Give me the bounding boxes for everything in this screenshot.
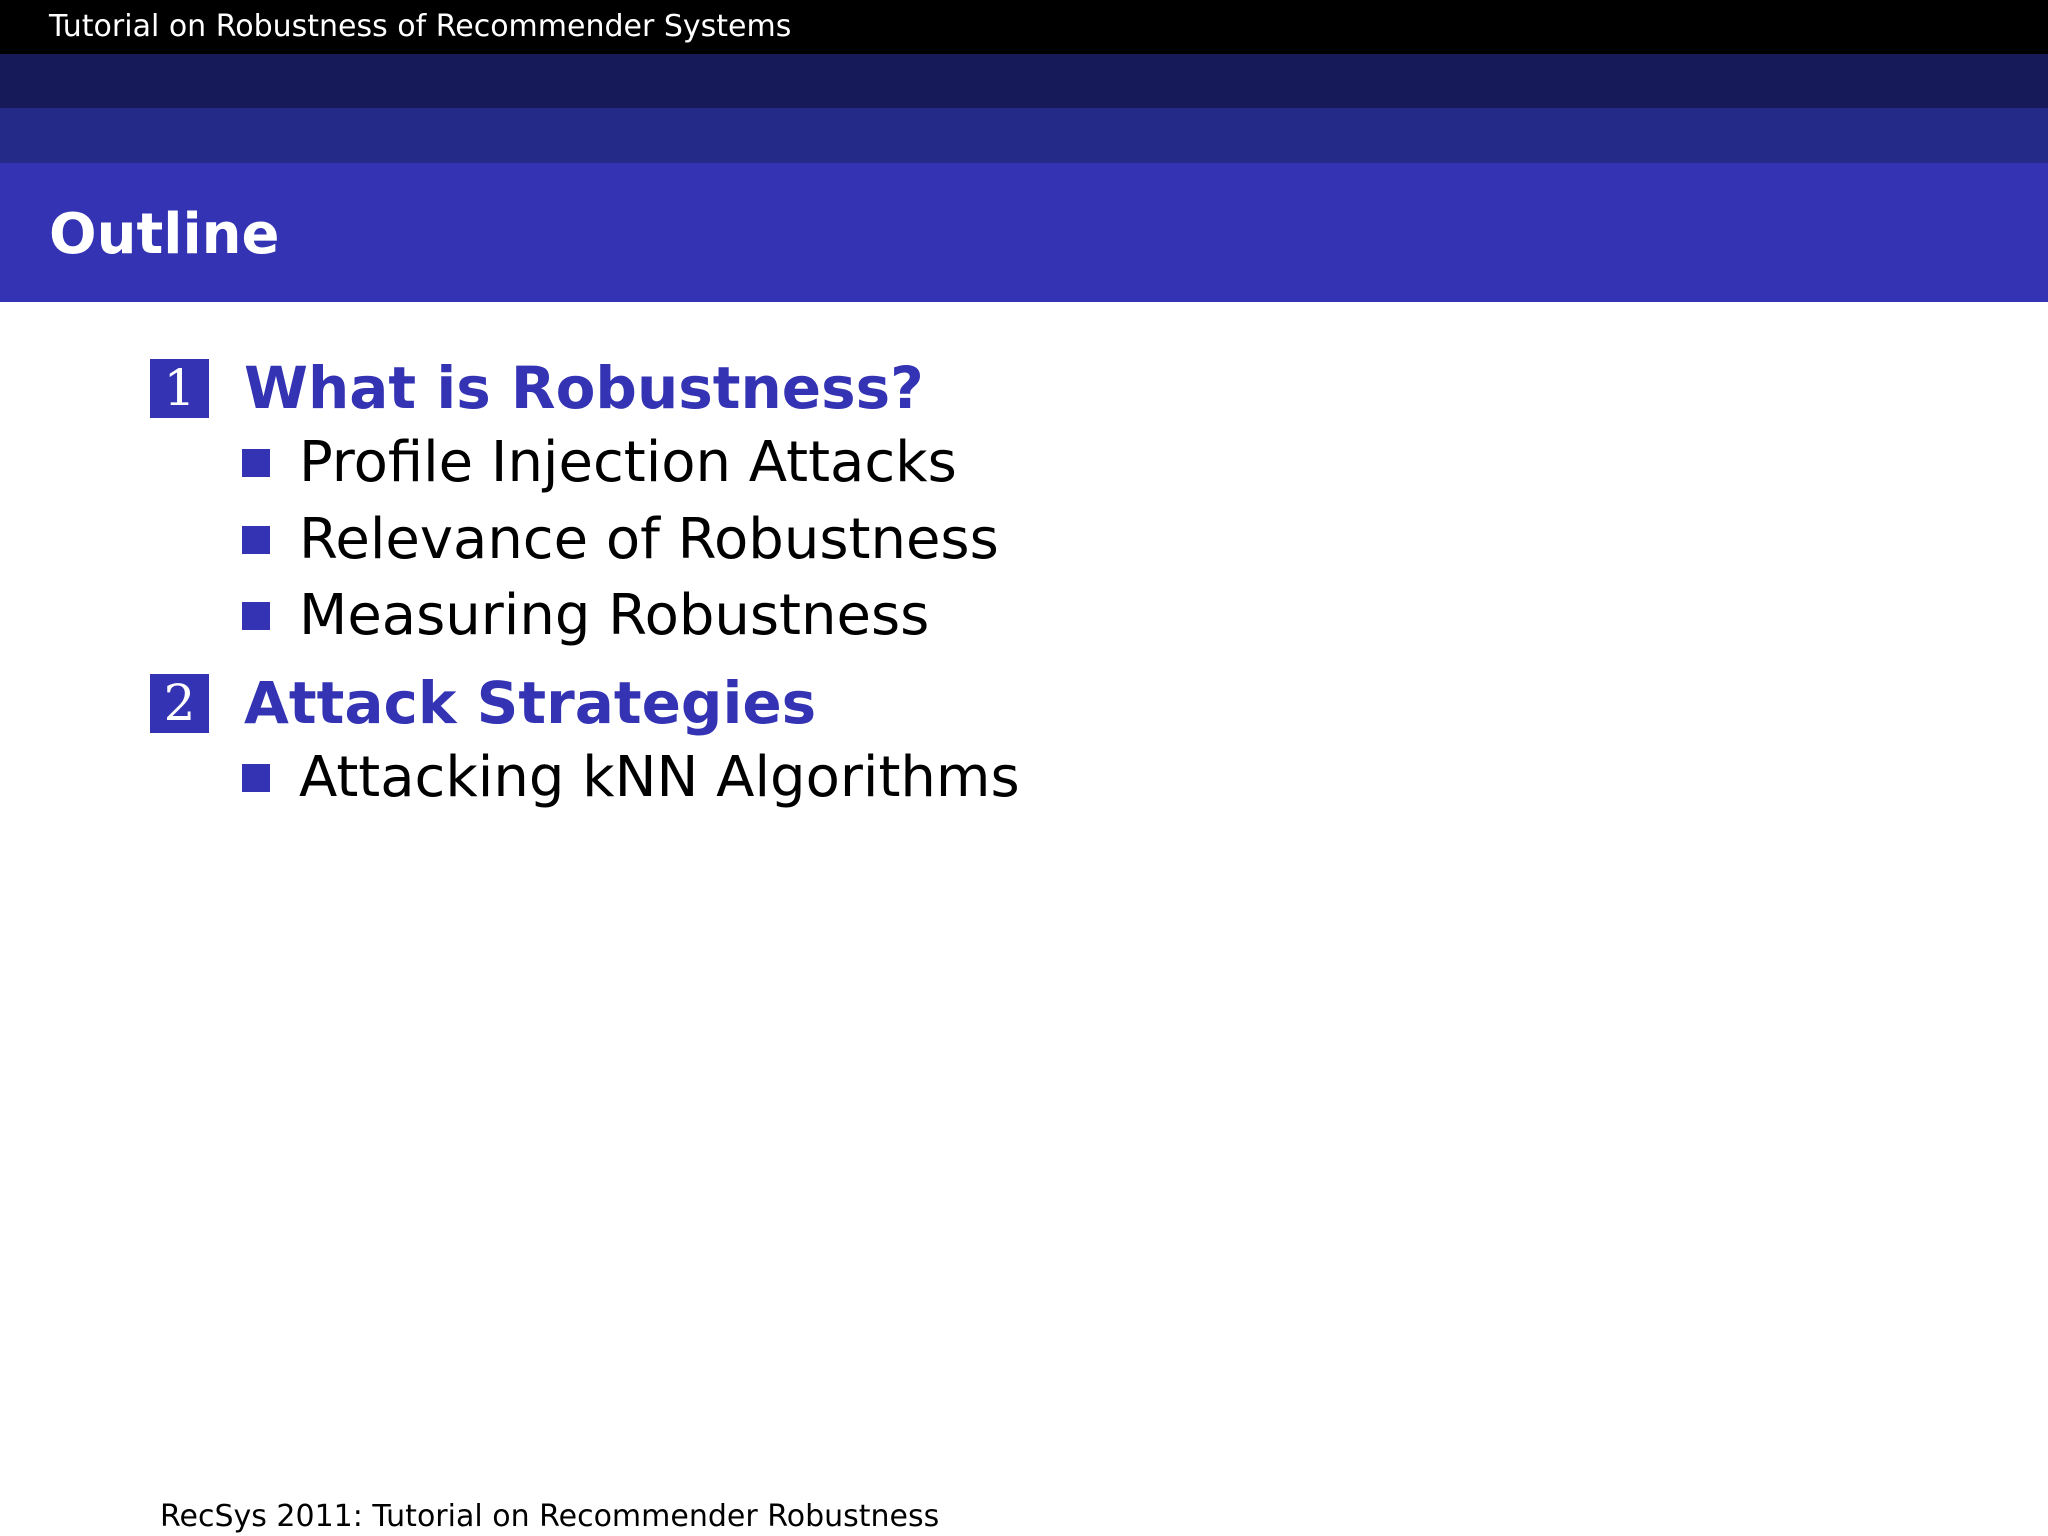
- section-number-badge: 1: [150, 359, 209, 418]
- square-bullet-icon: [242, 764, 270, 792]
- subsection-title: Measuring Robustness: [299, 583, 930, 648]
- outline-subsection[interactable]: [242, 745, 1020, 811]
- square-bullet-icon: [242, 526, 270, 554]
- presentation-title: Tutorial on Robustness of Recommender Systems: [49, 9, 792, 44]
- subsection-title: Profile Injection Attacks: [299, 430, 957, 495]
- section-number-badge: 2: [150, 674, 209, 733]
- outline-subsection[interactable]: [242, 430, 957, 496]
- outline-subsection[interactable]: [242, 507, 999, 573]
- outline-subsection[interactable]: [242, 583, 929, 649]
- outline-section-1[interactable]: [150, 354, 924, 422]
- outline-section-2[interactable]: [150, 669, 817, 737]
- subsection-title: Attacking kNN Algorithms: [299, 745, 1020, 810]
- footer-text: RecSys 2011: Tutorial on Recommender Robustness: [160, 1499, 940, 1534]
- square-bullet-icon: [242, 602, 270, 630]
- section-title: What is Robustness?: [244, 354, 924, 422]
- square-bullet-icon: [242, 449, 270, 477]
- section-title: Attack Strategies: [244, 669, 817, 737]
- frame-title: Outline: [49, 202, 280, 267]
- subsection-title: Relevance of Robustness: [299, 507, 999, 572]
